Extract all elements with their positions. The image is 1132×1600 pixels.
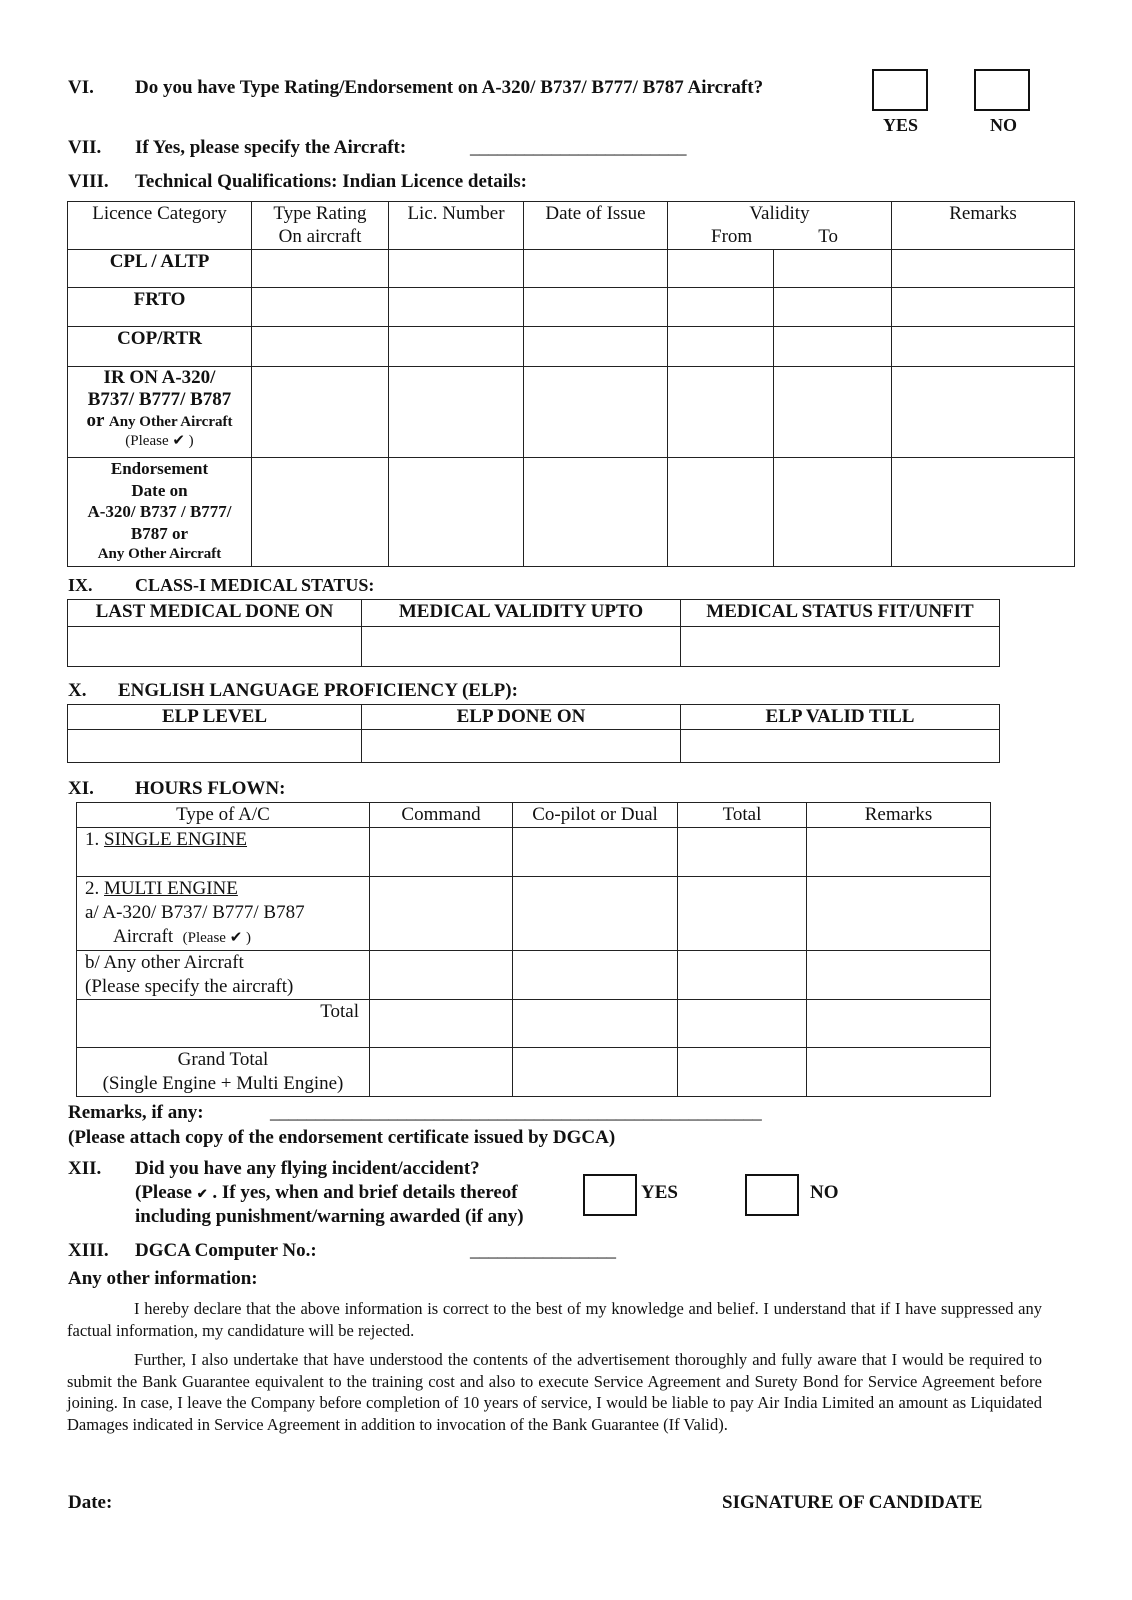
section-vi-number: VI. [68, 77, 94, 98]
table-row [77, 1000, 991, 1048]
section-viii-title: Technical Qualifications: Indian Licence details: [135, 171, 527, 192]
signature-label: SIGNATURE OF CANDIDATE [722, 1492, 983, 1513]
header-medical-status: MEDICAL STATUS FIT/UNFIT [681, 600, 1000, 627]
header-hours-remarks: Remarks [807, 803, 991, 828]
section-xii-number: XII. [68, 1158, 102, 1179]
table-row [77, 828, 991, 877]
header-elp-level: ELP LEVEL [68, 705, 362, 730]
date-label: Date: [68, 1492, 113, 1513]
declaration-paragraph-2: Further, I also undertake that have understood the contents of the advertisement thoroughly and fully aware that I would be required to submit the Bank Guarantee equivalent to the training cost and also to execute Service Agreement and Surety Bond for Service Agreement before joining. In case, I leave the Company before completion of 10 years of service, I would be liable to pay Air India Limited an amount as Liquidated Damages indicated in Service Agreement in addition to invocation of the Bank Guarantee (If Valid). [67, 1350, 1042, 1434]
section-xi-number: XI. [68, 778, 94, 799]
type-rating-no-label: NO [990, 115, 1017, 135]
section-vii-number: VII. [68, 137, 102, 158]
elp-level-field[interactable] [68, 730, 362, 763]
type-rating-yes-checkbox[interactable] [872, 69, 928, 111]
row-grand-total: Grand Total (Single Engine + Multi Engine) [77, 1048, 370, 1097]
aircraft-specify-field[interactable]: ________________________ [470, 137, 686, 158]
type-rating-no-checkbox[interactable] [974, 69, 1030, 111]
header-date-issue: Date of Issue [524, 202, 668, 250]
elp-done-field[interactable] [362, 730, 681, 763]
incident-yes-label: YES [641, 1182, 678, 1203]
incident-no-label: NO [810, 1182, 839, 1203]
header-copilot: Co-pilot or Dual [513, 803, 678, 828]
elp-valid-field[interactable] [681, 730, 1000, 763]
incident-no-checkbox[interactable] [745, 1174, 799, 1216]
section-ix-title: CLASS-I MEDICAL STATUS: [135, 575, 375, 595]
type-rating-yes-label: YES [883, 115, 919, 135]
section-x-title: ENGLISH LANGUAGE PROFICIENCY (ELP): [118, 680, 518, 701]
row-single-engine: 1. SINGLE ENGINE [77, 828, 370, 877]
header-from: From [711, 226, 753, 247]
hours-table [76, 802, 991, 1097]
header-command: Command [370, 803, 513, 828]
header-total: Total [678, 803, 807, 828]
section-x-number: X. [68, 680, 87, 701]
table-row [68, 250, 1075, 288]
medical-validity-field[interactable] [362, 627, 681, 667]
elp-table [67, 704, 1000, 763]
table-row [68, 367, 1075, 458]
section-xi-title: HOURS FLOWN: [135, 778, 286, 799]
medical-table [67, 599, 1000, 667]
table-row [68, 458, 1075, 567]
section-viii-number: VIII. [68, 171, 109, 192]
row-total: Total [77, 1000, 370, 1048]
header-type-ac: Type of A/C [77, 803, 370, 828]
remarks-field[interactable]: ______________________________________________________ [270, 1102, 762, 1123]
section-ix-number: IX. [68, 575, 93, 595]
row-other-aircraft: b/ Any other Aircraft (Please specify the aircraft) [77, 951, 370, 1000]
licence-table [67, 201, 1075, 567]
header-last-medical: LAST MEDICAL DONE ON [68, 600, 362, 627]
table-row [68, 327, 1075, 367]
last-medical-field[interactable] [68, 627, 362, 667]
dgca-computer-no-field[interactable]: ________________ [470, 1240, 616, 1261]
other-info-label: Any other information: [68, 1268, 258, 1289]
header-elp-valid: ELP VALID TILL [681, 705, 1000, 730]
table-row [77, 877, 991, 951]
row-label-endorsement: Endorsement Date on A-320/ B737 / B777/ B787 or Any Other Aircraft [68, 458, 252, 567]
row-multi-engine: 2. MULTI ENGINE a/ A-320/ B737/ B777/ B787 Aircraft (Please ✔ ) [77, 877, 370, 951]
section-xiii-label: DGCA Computer No.: [135, 1240, 317, 1261]
table-row [77, 951, 991, 1000]
section-xii-question: Did you have any flying incident/accident? [135, 1158, 480, 1179]
row-label-ir: IR ON A-320/ B737/ B777/ B787 or Any Other Aircraft (Please ✔ ) [68, 367, 252, 458]
section-xiii-number: XIII. [68, 1240, 109, 1261]
header-elp-done: ELP DONE ON [362, 705, 681, 730]
table-row [77, 1048, 991, 1097]
table-row [68, 627, 1000, 667]
section-vi-question: Do you have Type Rating/Endorsement on A-320/ B737/ B777/ B787 Aircraft? [135, 77, 764, 98]
header-lic-number: Lic. Number [389, 202, 524, 250]
table-row [68, 730, 1000, 763]
remarks-note: (Please attach copy of the endorsement certificate issued by DGCA) [68, 1127, 616, 1148]
medical-status-field[interactable] [681, 627, 1000, 667]
section-xii-note: (Please ✔ . If yes, when and brief details thereof [135, 1182, 518, 1203]
header-to: To [818, 226, 838, 247]
incident-yes-checkbox[interactable] [583, 1174, 637, 1216]
declaration-paragraph-1: I hereby declare that the above information is correct to the best of my knowledge and belief. I understand that if I have suppressed any factual information, my candidature will be rejected. [67, 1299, 1042, 1340]
header-type-rating: Type Rating On aircraft [252, 202, 389, 250]
section-vii-question: If Yes, please specify the Aircraft: [135, 137, 407, 158]
row-label-cop: COP/RTR [68, 327, 252, 367]
header-remarks: Remarks [892, 202, 1075, 250]
remarks-label: Remarks, if any: [68, 1102, 204, 1123]
header-validity: Validity From To [668, 202, 892, 250]
header-licence-category: Licence Category [68, 202, 252, 250]
row-label-frto: FRTO [68, 288, 252, 327]
section-xii-note-2: including punishment/warning awarded (if any) [135, 1206, 524, 1227]
row-label-cpl: CPL / ALTP [68, 250, 252, 288]
table-row [68, 288, 1075, 327]
header-medical-validity: MEDICAL VALIDITY UPTO [362, 600, 681, 627]
